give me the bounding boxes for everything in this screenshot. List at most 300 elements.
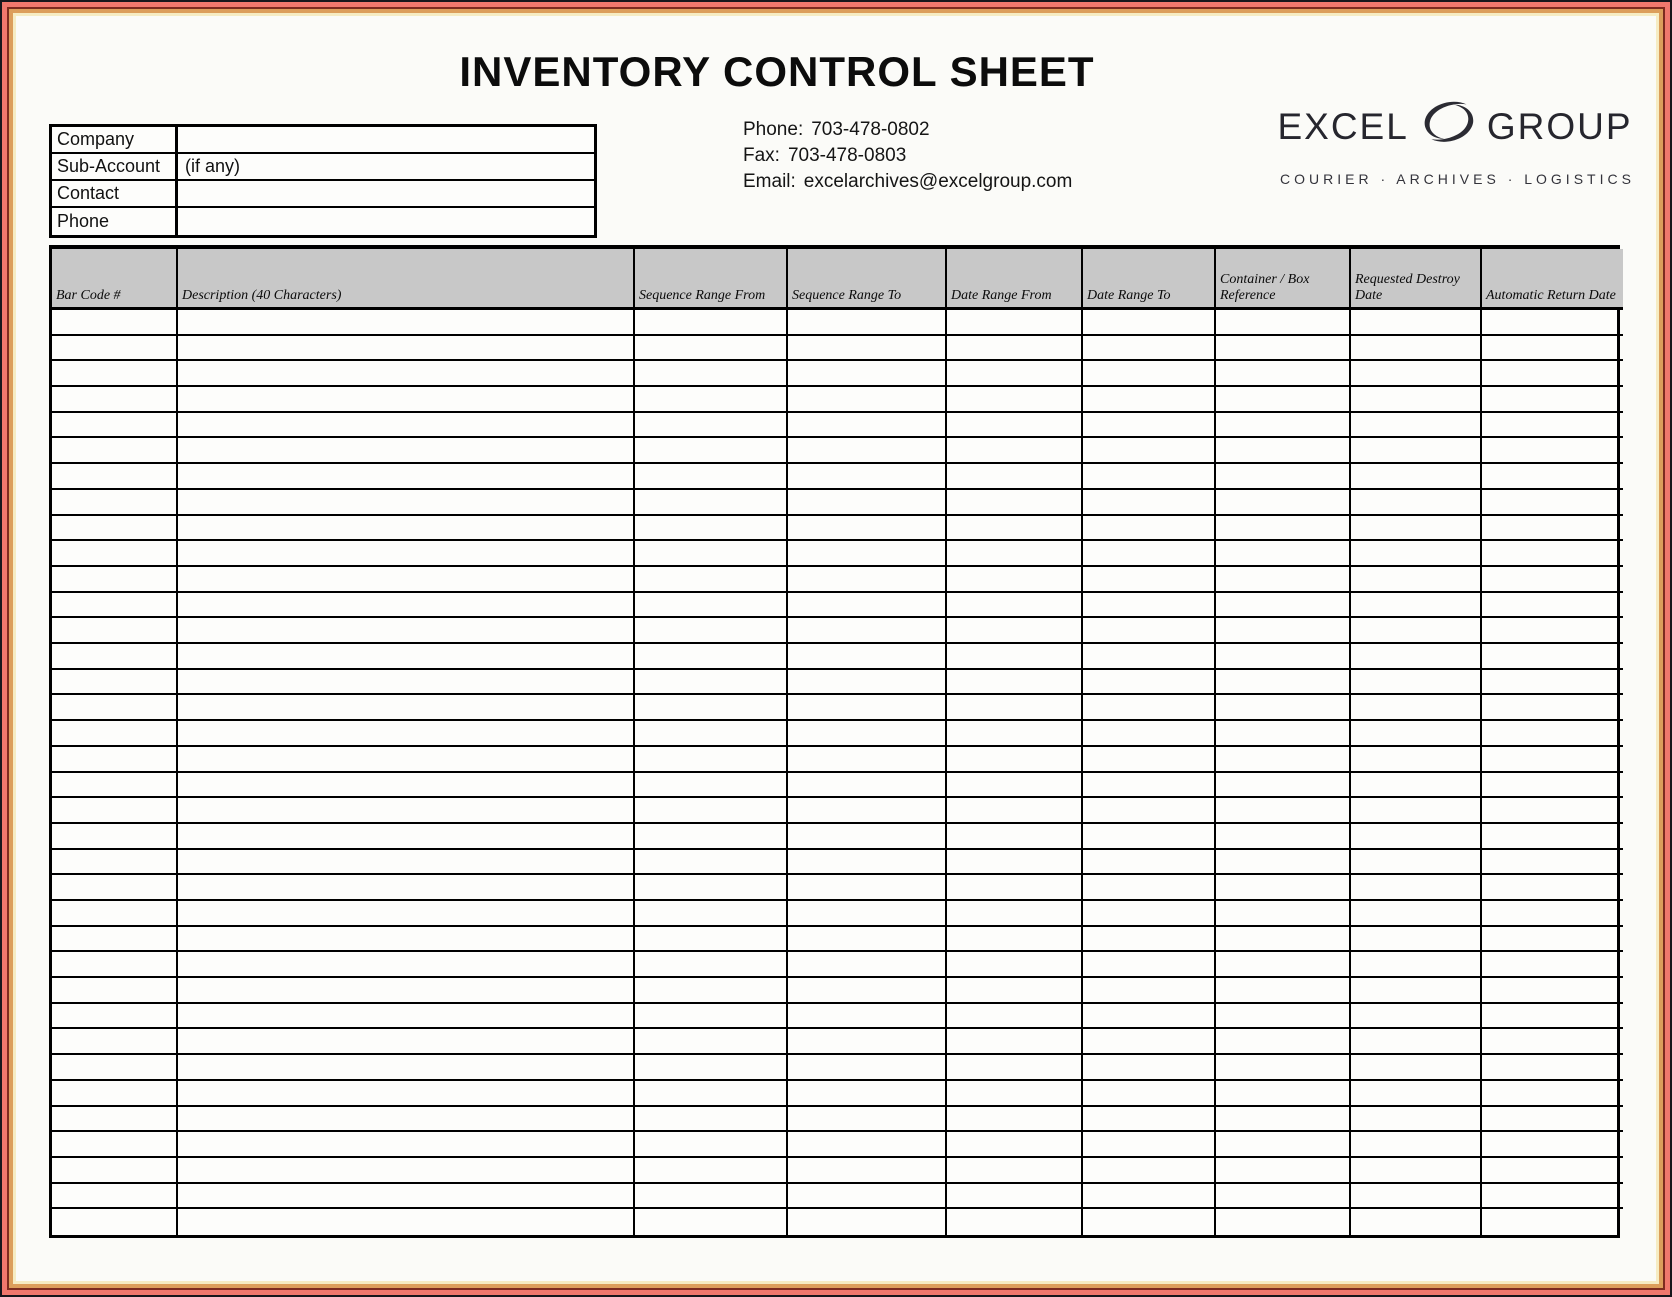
table-cell[interactable] xyxy=(52,361,178,387)
table-cell[interactable] xyxy=(788,850,947,876)
table-cell[interactable] xyxy=(1216,798,1351,824)
table-cell[interactable] xyxy=(947,721,1083,747)
table-cell[interactable] xyxy=(947,1107,1083,1133)
table-cell[interactable] xyxy=(947,336,1083,362)
table-cell[interactable] xyxy=(635,798,788,824)
table-cell[interactable] xyxy=(1083,336,1216,362)
table-cell[interactable] xyxy=(1351,773,1482,799)
table-cell[interactable] xyxy=(1216,567,1351,593)
table-cell[interactable] xyxy=(1216,721,1351,747)
table-cell[interactable] xyxy=(178,1055,635,1081)
table-cell[interactable] xyxy=(178,952,635,978)
table-cell[interactable] xyxy=(788,567,947,593)
table-cell[interactable] xyxy=(1083,824,1216,850)
table-cell[interactable] xyxy=(1083,798,1216,824)
table-cell[interactable] xyxy=(947,695,1083,721)
table-cell[interactable] xyxy=(1216,670,1351,696)
table-cell[interactable] xyxy=(1351,1055,1482,1081)
table-cell[interactable] xyxy=(178,310,635,336)
table-cell[interactable] xyxy=(947,1029,1083,1055)
table-cell[interactable] xyxy=(1083,952,1216,978)
table-cell[interactable] xyxy=(1482,516,1623,542)
table-cell[interactable] xyxy=(1216,1004,1351,1030)
table-cell[interactable] xyxy=(788,1158,947,1184)
table-cell[interactable] xyxy=(1351,747,1482,773)
table-cell[interactable] xyxy=(947,1132,1083,1158)
table-cell[interactable] xyxy=(1216,901,1351,927)
table-cell[interactable] xyxy=(1216,875,1351,901)
table-cell[interactable] xyxy=(788,593,947,619)
table-cell[interactable] xyxy=(178,464,635,490)
table-cell[interactable] xyxy=(788,927,947,953)
table-cell[interactable] xyxy=(1482,310,1623,336)
table-cell[interactable] xyxy=(52,798,178,824)
form-field-sub-account[interactable]: (if any) xyxy=(178,154,594,181)
table-cell[interactable] xyxy=(1216,541,1351,567)
table-cell[interactable] xyxy=(1083,464,1216,490)
table-cell[interactable] xyxy=(1216,927,1351,953)
table-cell[interactable] xyxy=(52,721,178,747)
table-cell[interactable] xyxy=(1083,927,1216,953)
table-cell[interactable] xyxy=(1216,695,1351,721)
table-cell[interactable] xyxy=(1351,695,1482,721)
table-cell[interactable] xyxy=(788,773,947,799)
table-cell[interactable] xyxy=(52,978,178,1004)
table-cell[interactable] xyxy=(178,850,635,876)
table-cell[interactable] xyxy=(635,1132,788,1158)
table-cell[interactable] xyxy=(1351,721,1482,747)
table-cell[interactable] xyxy=(52,1184,178,1210)
table-cell[interactable] xyxy=(1482,952,1623,978)
table-cell[interactable] xyxy=(1482,541,1623,567)
table-cell[interactable] xyxy=(635,927,788,953)
table-cell[interactable] xyxy=(178,593,635,619)
table-cell[interactable] xyxy=(1083,1132,1216,1158)
table-cell[interactable] xyxy=(52,1004,178,1030)
table-cell[interactable] xyxy=(635,618,788,644)
form-field-contact[interactable] xyxy=(178,181,594,208)
table-cell[interactable] xyxy=(1482,721,1623,747)
table-cell[interactable] xyxy=(178,387,635,413)
table-cell[interactable] xyxy=(1351,490,1482,516)
table-cell[interactable] xyxy=(1351,516,1482,542)
table-cell[interactable] xyxy=(788,1081,947,1107)
table-cell[interactable] xyxy=(947,541,1083,567)
table-cell[interactable] xyxy=(1083,516,1216,542)
table-cell[interactable] xyxy=(788,336,947,362)
table-cell[interactable] xyxy=(1216,1029,1351,1055)
table-cell[interactable] xyxy=(1216,644,1351,670)
table-cell[interactable] xyxy=(1083,901,1216,927)
table-cell[interactable] xyxy=(788,1055,947,1081)
table-cell[interactable] xyxy=(1083,361,1216,387)
table-cell[interactable] xyxy=(947,927,1083,953)
table-cell[interactable] xyxy=(1482,670,1623,696)
table-cell[interactable] xyxy=(1482,464,1623,490)
table-cell[interactable] xyxy=(52,670,178,696)
table-cell[interactable] xyxy=(635,1029,788,1055)
form-field-phone[interactable] xyxy=(178,208,594,235)
table-cell[interactable] xyxy=(635,1055,788,1081)
table-cell[interactable] xyxy=(788,310,947,336)
table-cell[interactable] xyxy=(1216,1158,1351,1184)
table-cell[interactable] xyxy=(1482,798,1623,824)
table-cell[interactable] xyxy=(178,618,635,644)
table-cell[interactable] xyxy=(635,516,788,542)
table-cell[interactable] xyxy=(52,1107,178,1133)
table-cell[interactable] xyxy=(52,1158,178,1184)
table-cell[interactable] xyxy=(1482,618,1623,644)
table-cell[interactable] xyxy=(1083,1107,1216,1133)
table-cell[interactable] xyxy=(1083,644,1216,670)
table-cell[interactable] xyxy=(635,336,788,362)
table-cell[interactable] xyxy=(1482,1132,1623,1158)
table-cell[interactable] xyxy=(947,798,1083,824)
table-cell[interactable] xyxy=(1351,824,1482,850)
table-cell[interactable] xyxy=(52,1055,178,1081)
table-cell[interactable] xyxy=(947,567,1083,593)
table-cell[interactable] xyxy=(788,721,947,747)
table-cell[interactable] xyxy=(1216,747,1351,773)
table-cell[interactable] xyxy=(947,644,1083,670)
table-cell[interactable] xyxy=(635,901,788,927)
table-cell[interactable] xyxy=(1216,1107,1351,1133)
table-cell[interactable] xyxy=(1216,1209,1351,1235)
table-cell[interactable] xyxy=(1482,336,1623,362)
table-cell[interactable] xyxy=(178,1132,635,1158)
table-cell[interactable] xyxy=(947,1209,1083,1235)
table-cell[interactable] xyxy=(1351,361,1482,387)
table-cell[interactable] xyxy=(947,824,1083,850)
table-cell[interactable] xyxy=(178,927,635,953)
table-cell[interactable] xyxy=(788,978,947,1004)
table-cell[interactable] xyxy=(788,1029,947,1055)
table-cell[interactable] xyxy=(1482,978,1623,1004)
table-cell[interactable] xyxy=(1351,927,1482,953)
table-cell[interactable] xyxy=(635,541,788,567)
table-cell[interactable] xyxy=(1351,336,1482,362)
table-cell[interactable] xyxy=(635,490,788,516)
table-cell[interactable] xyxy=(1083,310,1216,336)
table-cell[interactable] xyxy=(178,773,635,799)
table-cell[interactable] xyxy=(947,875,1083,901)
table-cell[interactable] xyxy=(1351,798,1482,824)
table-cell[interactable] xyxy=(947,850,1083,876)
table-cell[interactable] xyxy=(947,1004,1083,1030)
table-cell[interactable] xyxy=(1351,387,1482,413)
table-cell[interactable] xyxy=(635,1081,788,1107)
table-cell[interactable] xyxy=(1083,567,1216,593)
table-cell[interactable] xyxy=(1216,773,1351,799)
table-cell[interactable] xyxy=(1083,875,1216,901)
table-cell[interactable] xyxy=(947,387,1083,413)
table-cell[interactable] xyxy=(635,361,788,387)
table-cell[interactable] xyxy=(178,1004,635,1030)
table-cell[interactable] xyxy=(1482,824,1623,850)
table-cell[interactable] xyxy=(1351,1004,1482,1030)
table-cell[interactable] xyxy=(52,336,178,362)
table-cell[interactable] xyxy=(635,1158,788,1184)
table-cell[interactable] xyxy=(1083,1184,1216,1210)
table-cell[interactable] xyxy=(1351,1158,1482,1184)
table-cell[interactable] xyxy=(947,1081,1083,1107)
table-cell[interactable] xyxy=(788,618,947,644)
table-cell[interactable] xyxy=(52,567,178,593)
table-cell[interactable] xyxy=(178,413,635,439)
table-cell[interactable] xyxy=(52,593,178,619)
table-cell[interactable] xyxy=(788,952,947,978)
table-cell[interactable] xyxy=(1083,721,1216,747)
table-cell[interactable] xyxy=(947,490,1083,516)
table-cell[interactable] xyxy=(178,1209,635,1235)
table-cell[interactable] xyxy=(1216,618,1351,644)
table-cell[interactable] xyxy=(1351,593,1482,619)
table-cell[interactable] xyxy=(635,850,788,876)
table-cell[interactable] xyxy=(52,490,178,516)
table-cell[interactable] xyxy=(178,1107,635,1133)
table-cell[interactable] xyxy=(1482,1029,1623,1055)
table-cell[interactable] xyxy=(1216,516,1351,542)
table-cell[interactable] xyxy=(635,387,788,413)
table-cell[interactable] xyxy=(788,798,947,824)
table-cell[interactable] xyxy=(52,387,178,413)
table-cell[interactable] xyxy=(788,1107,947,1133)
table-cell[interactable] xyxy=(788,644,947,670)
table-cell[interactable] xyxy=(178,721,635,747)
table-cell[interactable] xyxy=(178,747,635,773)
table-cell[interactable] xyxy=(1351,1184,1482,1210)
table-cell[interactable] xyxy=(178,875,635,901)
table-cell[interactable] xyxy=(178,695,635,721)
table-cell[interactable] xyxy=(1083,850,1216,876)
table-cell[interactable] xyxy=(1083,1004,1216,1030)
table-cell[interactable] xyxy=(635,1209,788,1235)
table-cell[interactable] xyxy=(52,927,178,953)
table-cell[interactable] xyxy=(947,773,1083,799)
table-cell[interactable] xyxy=(1351,464,1482,490)
table-cell[interactable] xyxy=(1351,644,1482,670)
table-cell[interactable] xyxy=(1482,773,1623,799)
table-cell[interactable] xyxy=(1482,387,1623,413)
table-cell[interactable] xyxy=(1482,901,1623,927)
table-cell[interactable] xyxy=(178,1184,635,1210)
table-cell[interactable] xyxy=(635,824,788,850)
table-cell[interactable] xyxy=(178,1029,635,1055)
table-cell[interactable] xyxy=(1351,618,1482,644)
table-cell[interactable] xyxy=(1083,593,1216,619)
table-cell[interactable] xyxy=(947,670,1083,696)
table-cell[interactable] xyxy=(52,850,178,876)
table-cell[interactable] xyxy=(1083,747,1216,773)
table-cell[interactable] xyxy=(1482,1107,1623,1133)
table-cell[interactable] xyxy=(52,438,178,464)
table-cell[interactable] xyxy=(788,695,947,721)
table-cell[interactable] xyxy=(178,361,635,387)
table-cell[interactable] xyxy=(788,387,947,413)
table-cell[interactable] xyxy=(635,875,788,901)
table-cell[interactable] xyxy=(947,618,1083,644)
table-cell[interactable] xyxy=(635,773,788,799)
table-cell[interactable] xyxy=(1216,336,1351,362)
table-cell[interactable] xyxy=(52,695,178,721)
table-cell[interactable] xyxy=(178,490,635,516)
table-cell[interactable] xyxy=(52,824,178,850)
table-cell[interactable] xyxy=(178,516,635,542)
table-cell[interactable] xyxy=(635,1004,788,1030)
table-cell[interactable] xyxy=(52,901,178,927)
table-cell[interactable] xyxy=(1083,387,1216,413)
table-cell[interactable] xyxy=(788,541,947,567)
table-cell[interactable] xyxy=(52,310,178,336)
table-cell[interactable] xyxy=(1351,850,1482,876)
table-cell[interactable] xyxy=(1216,593,1351,619)
table-cell[interactable] xyxy=(1482,644,1623,670)
table-cell[interactable] xyxy=(178,824,635,850)
table-cell[interactable] xyxy=(1482,1209,1623,1235)
table-cell[interactable] xyxy=(635,978,788,1004)
table-cell[interactable] xyxy=(1351,670,1482,696)
table-cell[interactable] xyxy=(1216,1132,1351,1158)
table-cell[interactable] xyxy=(1216,413,1351,439)
table-cell[interactable] xyxy=(178,541,635,567)
table-cell[interactable] xyxy=(788,1132,947,1158)
table-cell[interactable] xyxy=(1482,567,1623,593)
table-cell[interactable] xyxy=(1482,438,1623,464)
table-cell[interactable] xyxy=(635,747,788,773)
table-cell[interactable] xyxy=(788,824,947,850)
table-cell[interactable] xyxy=(635,1107,788,1133)
table-cell[interactable] xyxy=(1351,1107,1482,1133)
table-cell[interactable] xyxy=(178,336,635,362)
table-cell[interactable] xyxy=(1351,541,1482,567)
table-cell[interactable] xyxy=(1216,438,1351,464)
table-cell[interactable] xyxy=(178,1081,635,1107)
table-cell[interactable] xyxy=(52,747,178,773)
table-cell[interactable] xyxy=(1216,361,1351,387)
table-cell[interactable] xyxy=(178,670,635,696)
table-cell[interactable] xyxy=(52,644,178,670)
table-cell[interactable] xyxy=(788,670,947,696)
table-cell[interactable] xyxy=(788,1184,947,1210)
table-cell[interactable] xyxy=(1482,1184,1623,1210)
table-cell[interactable] xyxy=(1351,978,1482,1004)
table-cell[interactable] xyxy=(1216,464,1351,490)
table-cell[interactable] xyxy=(1351,1081,1482,1107)
table-cell[interactable] xyxy=(1216,1055,1351,1081)
table-cell[interactable] xyxy=(1083,618,1216,644)
table-cell[interactable] xyxy=(1216,978,1351,1004)
table-cell[interactable] xyxy=(178,644,635,670)
table-cell[interactable] xyxy=(1351,1029,1482,1055)
table-cell[interactable] xyxy=(1351,438,1482,464)
table-cell[interactable] xyxy=(52,464,178,490)
table-cell[interactable] xyxy=(178,438,635,464)
table-cell[interactable] xyxy=(52,952,178,978)
table-cell[interactable] xyxy=(947,901,1083,927)
table-cell[interactable] xyxy=(947,1158,1083,1184)
table-cell[interactable] xyxy=(635,644,788,670)
table-cell[interactable] xyxy=(788,464,947,490)
table-cell[interactable] xyxy=(1482,1055,1623,1081)
table-cell[interactable] xyxy=(947,464,1083,490)
table-cell[interactable] xyxy=(1216,310,1351,336)
table-cell[interactable] xyxy=(1083,1158,1216,1184)
table-cell[interactable] xyxy=(947,952,1083,978)
table-cell[interactable] xyxy=(52,1132,178,1158)
table-cell[interactable] xyxy=(52,1081,178,1107)
table-cell[interactable] xyxy=(1482,1158,1623,1184)
table-cell[interactable] xyxy=(635,952,788,978)
table-cell[interactable] xyxy=(1216,952,1351,978)
table-cell[interactable] xyxy=(947,516,1083,542)
table-cell[interactable] xyxy=(788,901,947,927)
table-cell[interactable] xyxy=(52,1209,178,1235)
table-cell[interactable] xyxy=(1482,927,1623,953)
table-cell[interactable] xyxy=(52,773,178,799)
table-cell[interactable] xyxy=(1216,1184,1351,1210)
table-cell[interactable] xyxy=(788,1004,947,1030)
table-cell[interactable] xyxy=(635,593,788,619)
table-cell[interactable] xyxy=(947,978,1083,1004)
table-cell[interactable] xyxy=(1482,695,1623,721)
table-cell[interactable] xyxy=(52,875,178,901)
table-cell[interactable] xyxy=(1351,310,1482,336)
table-cell[interactable] xyxy=(635,413,788,439)
table-cell[interactable] xyxy=(1083,413,1216,439)
table-cell[interactable] xyxy=(788,516,947,542)
table-cell[interactable] xyxy=(1351,952,1482,978)
table-cell[interactable] xyxy=(1083,1029,1216,1055)
table-cell[interactable] xyxy=(635,1184,788,1210)
table-cell[interactable] xyxy=(1482,490,1623,516)
table-cell[interactable] xyxy=(788,875,947,901)
table-cell[interactable] xyxy=(947,413,1083,439)
table-cell[interactable] xyxy=(1083,541,1216,567)
table-cell[interactable] xyxy=(1482,361,1623,387)
table-cell[interactable] xyxy=(635,310,788,336)
table-cell[interactable] xyxy=(1351,1132,1482,1158)
table-cell[interactable] xyxy=(1083,695,1216,721)
table-cell[interactable] xyxy=(1482,850,1623,876)
table-cell[interactable] xyxy=(1216,824,1351,850)
table-cell[interactable] xyxy=(635,567,788,593)
table-cell[interactable] xyxy=(52,541,178,567)
table-cell[interactable] xyxy=(947,1184,1083,1210)
table-cell[interactable] xyxy=(178,1158,635,1184)
form-field-company[interactable] xyxy=(178,127,594,154)
table-cell[interactable] xyxy=(788,438,947,464)
table-cell[interactable] xyxy=(1083,1209,1216,1235)
table-cell[interactable] xyxy=(788,413,947,439)
table-cell[interactable] xyxy=(1083,978,1216,1004)
table-cell[interactable] xyxy=(52,618,178,644)
table-cell[interactable] xyxy=(1482,1004,1623,1030)
table-cell[interactable] xyxy=(635,670,788,696)
table-cell[interactable] xyxy=(1351,1209,1482,1235)
table-cell[interactable] xyxy=(788,361,947,387)
table-cell[interactable] xyxy=(1216,490,1351,516)
table-cell[interactable] xyxy=(788,490,947,516)
table-cell[interactable] xyxy=(1351,567,1482,593)
table-cell[interactable] xyxy=(1351,875,1482,901)
table-cell[interactable] xyxy=(178,798,635,824)
table-cell[interactable] xyxy=(1351,901,1482,927)
table-cell[interactable] xyxy=(1482,1081,1623,1107)
table-cell[interactable] xyxy=(1216,1081,1351,1107)
table-cell[interactable] xyxy=(947,361,1083,387)
table-cell[interactable] xyxy=(52,516,178,542)
table-cell[interactable] xyxy=(178,901,635,927)
